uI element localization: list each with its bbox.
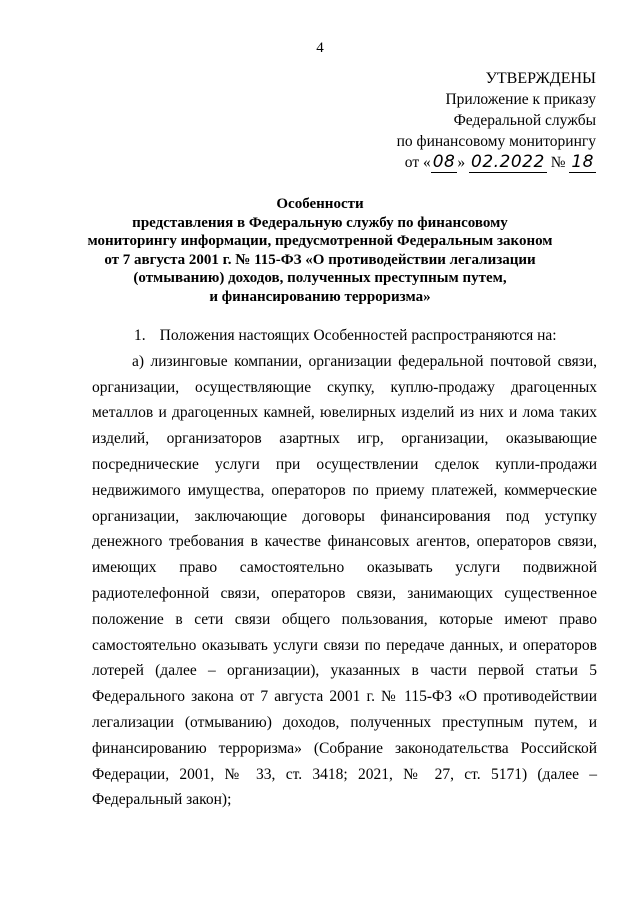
heading-line: (отмыванию) доходов, полученных преступным путем, xyxy=(133,270,507,287)
approval-stamp xyxy=(397,68,596,173)
approval-line: по финансовому мониторингу xyxy=(396,133,596,150)
number-prefix: № xyxy=(550,154,566,171)
heading-line: Особенности xyxy=(276,196,364,212)
page-number: 4 xyxy=(316,40,324,56)
paragraph-number: 1. xyxy=(134,327,146,344)
paragraph-a: а) лизинговые компании, организации федеральной почтовой связи, организации, осуществляющие скупку, куплю-продажу драгоценных металлов и драгоценных камней, ювелирных изделий из них и лома таких изделий, организаторов азартных игр, организации, оказывающие посреднические услуги при осуществлении сделок купли-продажи недвижимого имущества, операторов по приему платежей, коммерческие организации, заключающие договоры финансирования под уступку денежного требования в качестве финансовых агентов, операторов связи, имеющих право самостоятельно оказывать услуги подвижной радиотелефонной связи, операторов связи, занимающих существенное положение в сети связи общего пользования, которые имеют право самостоятельно оказывать услуги связи по передаче данных, и операторов лотерей (далее – организации), указанных в части первой статьи 5 Федерального закона от 7 августа 2001 г. № 115-ФЗ «О противодействии легализации (отмыванию) доходов, полученных преступным путем, и финансированию терроризма» (Собрание законодательства Российской Федерации, 2001, № 33, ст. 3418; 2021, № 27, ст. 5171) (далее – Федеральный закон); xyxy=(92,352,597,809)
paragraph-text: Положения настоящих Особенностей распространяются на: xyxy=(159,327,557,344)
heading-line: представления в Федеральную службу по финансовому xyxy=(132,214,508,231)
document-body xyxy=(92,323,597,813)
date-prefix: от « xyxy=(404,154,431,171)
heading-line: и финансированию терроризма» xyxy=(209,288,431,305)
approval-date-line xyxy=(397,152,596,173)
approval-line: Федеральной службы xyxy=(453,112,596,129)
approval-line: Приложение к приказу xyxy=(445,91,596,108)
heading-line: от 7 августа 2001 г. № 115-ФЗ «О противодействии легализации xyxy=(104,251,536,268)
approval-title: УТВЕРЖДЕНЫ xyxy=(485,70,596,87)
handwritten-order-number: 18 xyxy=(571,152,594,172)
date-separator: » xyxy=(457,154,466,171)
handwritten-day: 08 xyxy=(432,152,456,172)
paragraph-1 xyxy=(92,323,597,349)
document-heading xyxy=(60,195,580,307)
handwritten-month-year: 02.2022 xyxy=(471,152,545,172)
heading-line: мониторингу информации, предусмотренной Федеральным законом xyxy=(87,233,553,250)
